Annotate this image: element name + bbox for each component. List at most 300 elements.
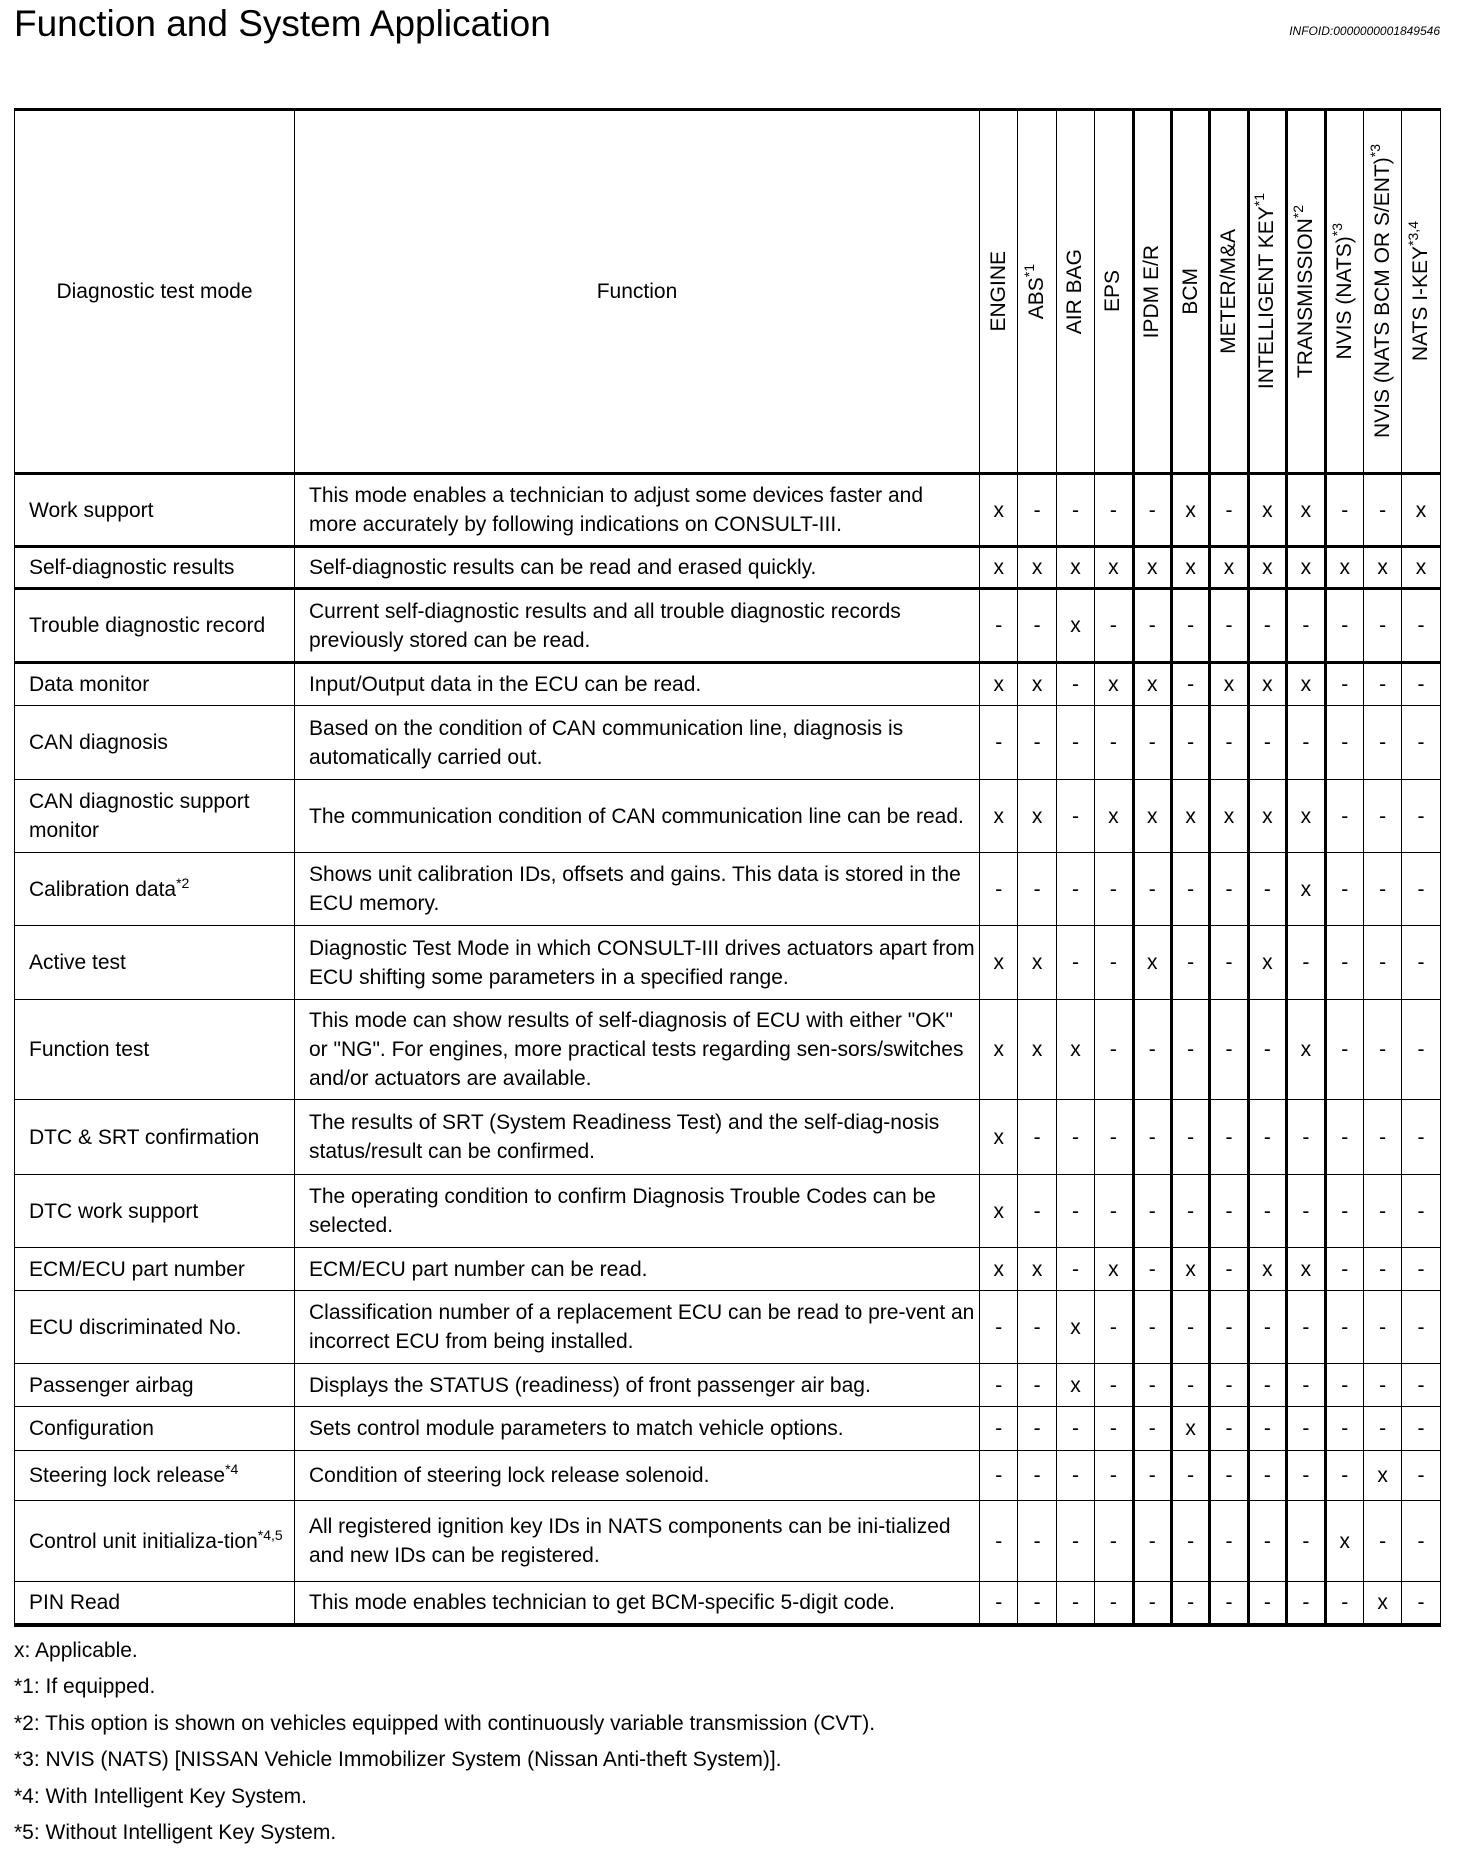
mode-name: Control unit initializa-tion <box>29 1529 258 1553</box>
applicability-mark: - <box>1210 1100 1248 1175</box>
table-row <box>15 780 1441 853</box>
header-row <box>15 110 1441 474</box>
applicability-mark: - <box>1402 1000 1440 1100</box>
applicability-mark: - <box>1018 1175 1056 1248</box>
applicability-mark: - <box>980 1451 1018 1501</box>
table-row <box>15 1175 1441 1248</box>
footnotes <box>14 1633 1472 1852</box>
system-name: AIR BAG <box>1063 248 1087 335</box>
applicability-mark: - <box>1248 706 1286 780</box>
function-description: Diagnostic Test Mode in which CONSULT-III drives actuators apart from ECU shifting some parameters in a specified range. <box>295 926 980 1000</box>
applicability-mark: x <box>980 926 1018 1000</box>
mode-name: Calibration data <box>29 877 177 901</box>
applicability-mark: - <box>1210 1407 1248 1451</box>
system-name: BCM <box>1178 268 1202 315</box>
applicability-mark: - <box>1287 1364 1325 1407</box>
applicability-mark: - <box>1095 1175 1133 1248</box>
applicability-mark: x <box>1248 663 1286 706</box>
header-system <box>980 110 1018 474</box>
mode-name: Function test <box>29 1038 150 1061</box>
header-system <box>1171 110 1209 474</box>
table-row <box>15 1248 1441 1291</box>
applicability-mark: - <box>1056 1175 1094 1248</box>
applicability-mark: x <box>1018 1248 1056 1291</box>
mode-name: ECM/ECU part number <box>29 1257 245 1281</box>
footnote: *4: With Intelligent Key System. <box>14 1784 307 1808</box>
applicability-mark: - <box>1171 1291 1209 1364</box>
applicability-mark: x <box>1095 547 1133 589</box>
applicability-mark: x <box>1171 474 1209 547</box>
function-description: ECM/ECU part number can be read. <box>295 1248 980 1291</box>
applicability-mark: - <box>1363 663 1401 706</box>
applicability-mark: - <box>1210 1248 1248 1291</box>
applicability-mark: - <box>1095 589 1133 663</box>
applicability-mark: x <box>980 780 1018 853</box>
applicability-mark: - <box>1056 1582 1094 1625</box>
applicability-mark: - <box>1171 1364 1209 1407</box>
header-system <box>1325 110 1363 474</box>
function-description: The operating condition to confirm Diagnosis Trouble Codes can be selected. <box>295 1175 980 1248</box>
applicability-mark: - <box>1133 1407 1171 1451</box>
applicability-mark: - <box>1210 1291 1248 1364</box>
system-name: EPS <box>1101 270 1125 313</box>
system-label <box>1060 249 1090 334</box>
function-description: Self-diagnostic results can be read and erased quickly. <box>295 547 980 589</box>
applicability-mark: - <box>1248 1582 1286 1625</box>
applicability-mark: - <box>980 853 1018 926</box>
applicability-mark: - <box>1133 1000 1171 1100</box>
system-label <box>1368 144 1398 438</box>
applicability-mark: x <box>1287 1248 1325 1291</box>
applicability-mark: - <box>1056 1451 1094 1501</box>
applicability-mark: x <box>980 547 1018 589</box>
applicability-mark: x <box>1056 1364 1094 1407</box>
applicability-mark: - <box>1171 926 1209 1000</box>
applicability-mark: - <box>1248 1451 1286 1501</box>
header-system <box>1363 110 1401 474</box>
applicability-mark: - <box>1325 706 1363 780</box>
applicability-mark: - <box>1018 1364 1056 1407</box>
applicability-mark: - <box>1402 1291 1440 1364</box>
applicability-mark: - <box>1133 1291 1171 1364</box>
applicability-mark: - <box>1402 1364 1440 1407</box>
applicability-mark: - <box>1095 1407 1133 1451</box>
applicability-mark: - <box>1171 706 1209 780</box>
footnote-ref: *1 <box>1251 193 1268 207</box>
applicability-mark: - <box>1402 706 1440 780</box>
applicability-mark: - <box>1210 926 1248 1000</box>
applicability-mark: - <box>1095 926 1133 1000</box>
applicability-mark: x <box>1056 1000 1094 1100</box>
applicability-mark: - <box>1402 1248 1440 1291</box>
applicability-mark: - <box>1402 780 1440 853</box>
applicability-mark: x <box>1287 1000 1325 1100</box>
applicability-mark: - <box>980 1364 1018 1407</box>
diagnostic-mode-cell <box>15 1407 295 1451</box>
footnote: *3: NVIS (NATS) [NISSAN Vehicle Immobilizer System (Nissan Anti-theft System)]. <box>14 1748 782 1771</box>
footnote-ref: *3 <box>1366 144 1383 158</box>
system-label <box>1098 270 1128 312</box>
applicability-mark: - <box>980 1291 1018 1364</box>
page-title: Function and System Application <box>14 3 551 44</box>
applicability-mark: - <box>1210 1451 1248 1501</box>
mode-name: DTC work support <box>29 1199 199 1223</box>
system-name: TRANSMISSION <box>1293 218 1317 379</box>
applicability-mark: - <box>1095 1501 1133 1582</box>
header-system <box>1095 110 1133 474</box>
function-description: The results of SRT (System Readiness Test) and the self-diag-nosis status/result can be confirmed. <box>295 1100 980 1175</box>
header-system <box>1056 110 1094 474</box>
applicability-mark: x <box>1056 1291 1094 1364</box>
applicability-mark: - <box>1402 589 1440 663</box>
header-system <box>1210 110 1248 474</box>
applicability-mark: - <box>1210 1582 1248 1625</box>
footnote-ref: *2 <box>176 874 190 891</box>
applicability-mark: - <box>1363 853 1401 926</box>
applicability-mark: - <box>1018 1100 1056 1175</box>
applicability-mark: - <box>1248 1100 1286 1175</box>
applicability-mark: - <box>980 706 1018 780</box>
mode-name: CAN diagnostic support monitor <box>29 790 250 842</box>
applicability-mark: - <box>1056 780 1094 853</box>
applicability-mark: - <box>1248 1175 1286 1248</box>
system-name: INTELLIGENT KEY <box>1255 206 1279 390</box>
table-row <box>15 1501 1441 1582</box>
applicability-mark: x <box>980 1175 1018 1248</box>
applicability-mark: x <box>1325 547 1363 589</box>
applicability-mark: x <box>1133 780 1171 853</box>
system-label <box>1022 264 1052 319</box>
diagnostic-mode-cell <box>15 1582 295 1625</box>
applicability-mark: - <box>1287 1407 1325 1451</box>
applicability-mark: x <box>1363 1582 1401 1625</box>
mode-name: PIN Read <box>29 1590 121 1614</box>
applicability-mark: - <box>1325 1582 1363 1625</box>
applicability-mark: - <box>1325 1248 1363 1291</box>
applicability-mark: - <box>1363 1248 1401 1291</box>
mode-name: Configuration <box>29 1417 154 1440</box>
mode-name: DTC & SRT confirmation <box>29 1125 260 1149</box>
applicability-mark: x <box>980 474 1018 547</box>
system-name: METER/M&A <box>1217 229 1241 354</box>
table-row <box>15 1407 1441 1451</box>
applicability-mark: x <box>1171 1407 1209 1451</box>
applicability-mark: - <box>1287 1451 1325 1501</box>
header-function: Function <box>295 110 980 474</box>
applicability-mark: - <box>1056 474 1094 547</box>
applicability-mark: - <box>1095 1451 1133 1501</box>
applicability-mark: - <box>1363 926 1401 1000</box>
footnote-ref: *2 <box>1289 204 1306 219</box>
applicability-mark: x <box>1287 663 1325 706</box>
applicability-mark: - <box>1056 1407 1094 1451</box>
applicability-mark: x <box>1210 663 1248 706</box>
applicability-mark: - <box>1133 1501 1171 1582</box>
applicability-mark: - <box>1056 1248 1094 1291</box>
applicability-mark: x <box>1363 1451 1401 1501</box>
applicability-mark: - <box>1133 474 1171 547</box>
function-description: Condition of steering lock release solenoid. <box>295 1451 980 1501</box>
applicability-mark: - <box>1325 1291 1363 1364</box>
applicability-mark: - <box>1018 474 1056 547</box>
applicability-mark: x <box>1171 547 1209 589</box>
function-description: Current self-diagnostic results and all trouble diagnostic records previously stored can be read. <box>295 589 980 663</box>
footnote: *1: If equipped. <box>14 1675 156 1698</box>
applicability-mark: - <box>1056 926 1094 1000</box>
applicability-mark: x <box>1095 1248 1133 1291</box>
applicability-mark: x <box>1018 663 1056 706</box>
footnote-ref: *4,5 <box>257 1526 283 1543</box>
mode-name: Data monitor <box>29 673 150 696</box>
applicability-mark: x <box>1018 1000 1056 1100</box>
system-label <box>1176 268 1206 315</box>
applicability-mark: - <box>1325 1364 1363 1407</box>
function-description: Input/Output data in the ECU can be read. <box>295 663 980 706</box>
table-row <box>15 853 1441 926</box>
footnote: *5: Without Intelligent Key System. <box>14 1821 337 1844</box>
applicability-mark: - <box>1402 1451 1440 1501</box>
applicability-mark: x <box>1133 547 1171 589</box>
applicability-mark: - <box>1095 853 1133 926</box>
applicability-mark: x <box>1171 1248 1209 1291</box>
diagnostic-mode-cell <box>15 853 295 926</box>
header-system <box>1248 110 1286 474</box>
applicability-mark: - <box>1248 1501 1286 1582</box>
table-row <box>15 1291 1441 1364</box>
applicability-mark: - <box>1210 474 1248 547</box>
applicability-mark: - <box>1095 706 1133 780</box>
table-row <box>15 474 1441 547</box>
applicability-mark: - <box>1402 926 1440 1000</box>
applicability-mark: - <box>1133 1100 1171 1175</box>
applicability-mark: - <box>1171 1582 1209 1625</box>
applicability-mark: - <box>1018 1501 1056 1582</box>
applicability-mark: - <box>1210 589 1248 663</box>
system-label <box>1252 193 1282 389</box>
footnote: *2: This option is shown on vehicles equipped with continuously variable transmission (CVT). <box>14 1711 876 1735</box>
applicability-mark: - <box>980 1582 1018 1625</box>
applicability-mark: x <box>1095 780 1133 853</box>
function-description: Sets control module parameters to match vehicle options. <box>295 1407 980 1451</box>
applicability-mark: x <box>980 1248 1018 1291</box>
applicability-mark: - <box>1018 589 1056 663</box>
applicability-mark: - <box>1056 663 1094 706</box>
applicability-mark: - <box>1095 1582 1133 1625</box>
applicability-mark: - <box>1325 1451 1363 1501</box>
applicability-mark: x <box>980 663 1018 706</box>
applicability-mark: x <box>1095 663 1133 706</box>
applicability-mark: - <box>1402 1175 1440 1248</box>
applicability-mark: - <box>1018 1407 1056 1451</box>
applicability-mark: - <box>1171 1501 1209 1582</box>
applicability-mark: - <box>1287 1501 1325 1582</box>
applicability-mark: - <box>1402 1582 1440 1625</box>
applicability-mark: - <box>1287 1175 1325 1248</box>
applicability-mark: - <box>1210 706 1248 780</box>
applicability-mark: - <box>980 589 1018 663</box>
applicability-mark: - <box>1363 1501 1401 1582</box>
applicability-mark: - <box>1325 1175 1363 1248</box>
mode-name: Steering lock release <box>29 1464 226 1487</box>
applicability-mark: - <box>1133 1364 1171 1407</box>
system-label <box>1406 221 1436 361</box>
applicability-mark: - <box>1210 1000 1248 1100</box>
diagnostic-mode-cell <box>15 1248 295 1291</box>
applicability-mark: - <box>1248 589 1286 663</box>
mode-name: Passenger airbag <box>29 1373 194 1397</box>
applicability-mark: - <box>1210 853 1248 926</box>
system-label <box>1291 205 1321 378</box>
applicability-mark: x <box>1210 547 1248 589</box>
applicability-mark: - <box>1056 1100 1094 1175</box>
applicability-mark: - <box>1171 1100 1209 1175</box>
mode-name: Self-diagnostic results <box>29 556 235 579</box>
table-row <box>15 1582 1441 1625</box>
function-description: This mode can show results of self-diagnosis of ECU with either "OK" or "NG". For engines, more practical tests regarding sen-sors/switches and/or actuators are available. <box>295 1000 980 1100</box>
system-name: ENGINE <box>986 251 1010 332</box>
mode-name: Active test <box>29 951 126 974</box>
applicability-mark: - <box>1402 853 1440 926</box>
applicability-mark: x <box>1287 547 1325 589</box>
table-row <box>15 1451 1441 1501</box>
applicability-mark: - <box>1248 1291 1286 1364</box>
applicability-mark: x <box>1325 1501 1363 1582</box>
applicability-mark: - <box>1287 1582 1325 1625</box>
diagnostic-mode-cell <box>15 474 295 547</box>
applicability-mark: - <box>980 1501 1018 1582</box>
footnote-ref: *1 <box>1021 263 1038 278</box>
diagnostic-mode-cell <box>15 926 295 1000</box>
diagnostic-mode-cell <box>15 780 295 853</box>
function-description: All registered ignition key IDs in NATS components can be ini-tialized and new IDs can be registered. <box>295 1501 980 1582</box>
applicability-mark: - <box>1210 1175 1248 1248</box>
applicability-mark: - <box>1325 663 1363 706</box>
applicability-mark: - <box>1325 589 1363 663</box>
system-label <box>1137 245 1167 338</box>
function-description: The communication condition of CAN communication line can be read. <box>295 780 980 853</box>
applicability-mark: - <box>1210 1364 1248 1407</box>
applicability-mark: - <box>1363 780 1401 853</box>
diagnostic-mode-cell <box>15 1451 295 1501</box>
applicability-mark: - <box>1056 853 1094 926</box>
applicability-mark: - <box>1171 1175 1209 1248</box>
applicability-mark: - <box>1133 1582 1171 1625</box>
applicability-mark: - <box>1171 1000 1209 1100</box>
applicability-mark: - <box>1325 474 1363 547</box>
applicability-mark: - <box>1363 1407 1401 1451</box>
applicability-mark: - <box>1248 1407 1286 1451</box>
footnote-ref: *4 <box>225 1461 239 1477</box>
applicability-mark: - <box>1171 853 1209 926</box>
footnote-ref: *3,4 <box>1404 221 1421 247</box>
applicability-mark: x <box>1248 926 1286 1000</box>
applicability-mark: - <box>980 1407 1018 1451</box>
mode-name: ECU discriminated No. <box>29 1315 242 1339</box>
info-id: INFOID:0000000001849546 <box>1289 24 1440 38</box>
applicability-mark: x <box>980 1100 1018 1175</box>
function-description: Shows unit calibration IDs, offsets and gains. This data is stored in the ECU memory. <box>295 853 980 926</box>
applicability-mark: - <box>1325 1407 1363 1451</box>
applicability-mark: - <box>1171 589 1209 663</box>
system-label <box>984 251 1014 332</box>
diagnostic-mode-cell <box>15 547 295 589</box>
applicability-mark: - <box>1363 1100 1401 1175</box>
header-system <box>1133 110 1171 474</box>
applicability-mark: x <box>1248 474 1286 547</box>
function-description: This mode enables a technician to adjust some devices faster and more accurately by following indications on CONSULT-III. <box>295 474 980 547</box>
diagnostic-mode-cell <box>15 1291 295 1364</box>
applicability-mark: - <box>1056 706 1094 780</box>
table-row <box>15 1364 1441 1407</box>
system-name: IPDM E/R <box>1140 244 1164 339</box>
applicability-mark: x <box>1287 780 1325 853</box>
applicability-mark: - <box>1402 1100 1440 1175</box>
diagnostic-mode-cell <box>15 663 295 706</box>
applicability-mark: x <box>1402 547 1440 589</box>
system-label <box>1330 223 1360 360</box>
applicability-mark: x <box>1402 474 1440 547</box>
applicability-mark: - <box>1325 1000 1363 1100</box>
diagnostic-mode-cell <box>15 1501 295 1582</box>
applicability-mark: x <box>1363 547 1401 589</box>
diagnostic-mode-cell <box>15 1100 295 1175</box>
function-description: Displays the STATUS (readiness) of front passenger air bag. <box>295 1364 980 1407</box>
applicability-mark: - <box>1095 1100 1133 1175</box>
function-description: Based on the condition of CAN communication line, diagnosis is automatically carried out. <box>295 706 980 780</box>
applicability-mark: x <box>1248 780 1286 853</box>
applicability-mark: - <box>1095 1291 1133 1364</box>
function-description: Classification number of a replacement ECU can be read to pre-vent an incorrect ECU from being installed. <box>295 1291 980 1364</box>
mode-name: Work support <box>29 498 154 522</box>
table-row <box>15 663 1441 706</box>
applicability-mark: - <box>1363 589 1401 663</box>
applicability-mark: x <box>1287 474 1325 547</box>
diagnostic-mode-cell <box>15 589 295 663</box>
applicability-mark: - <box>1133 853 1171 926</box>
header-system <box>1018 110 1056 474</box>
table-row <box>15 547 1441 589</box>
header-system <box>1402 110 1440 474</box>
footnote: x: Applicable. <box>14 1638 138 1662</box>
applicability-mark: - <box>1018 1291 1056 1364</box>
function-description: This mode enables technician to get BCM-specific 5-digit code. <box>295 1582 980 1625</box>
applicability-mark: - <box>1402 1501 1440 1582</box>
applicability-mark: - <box>1402 663 1440 706</box>
applicability-mark: - <box>1363 1175 1401 1248</box>
diagnostic-mode-cell <box>15 1364 295 1407</box>
applicability-mark: x <box>1171 780 1209 853</box>
applicability-mark: - <box>1018 853 1056 926</box>
applicability-mark: x <box>1018 547 1056 589</box>
applicability-mark: x <box>1018 780 1056 853</box>
applicability-mark: x <box>1248 547 1286 589</box>
function-system-table <box>14 108 1441 1627</box>
system-name: NATS I-KEY <box>1408 246 1432 362</box>
applicability-mark: - <box>1363 1291 1401 1364</box>
applicability-mark: - <box>1287 1291 1325 1364</box>
applicability-mark: - <box>1363 474 1401 547</box>
diagnostic-mode-cell <box>15 1000 295 1100</box>
applicability-mark: - <box>1325 780 1363 853</box>
applicability-mark: x <box>1133 926 1171 1000</box>
system-name: ABS <box>1025 277 1049 320</box>
applicability-mark: x <box>1210 780 1248 853</box>
applicability-mark: - <box>1325 1100 1363 1175</box>
applicability-mark: - <box>1325 853 1363 926</box>
applicability-mark: - <box>1248 1364 1286 1407</box>
footnote-ref: *3 <box>1328 223 1345 237</box>
applicability-mark: - <box>1133 589 1171 663</box>
